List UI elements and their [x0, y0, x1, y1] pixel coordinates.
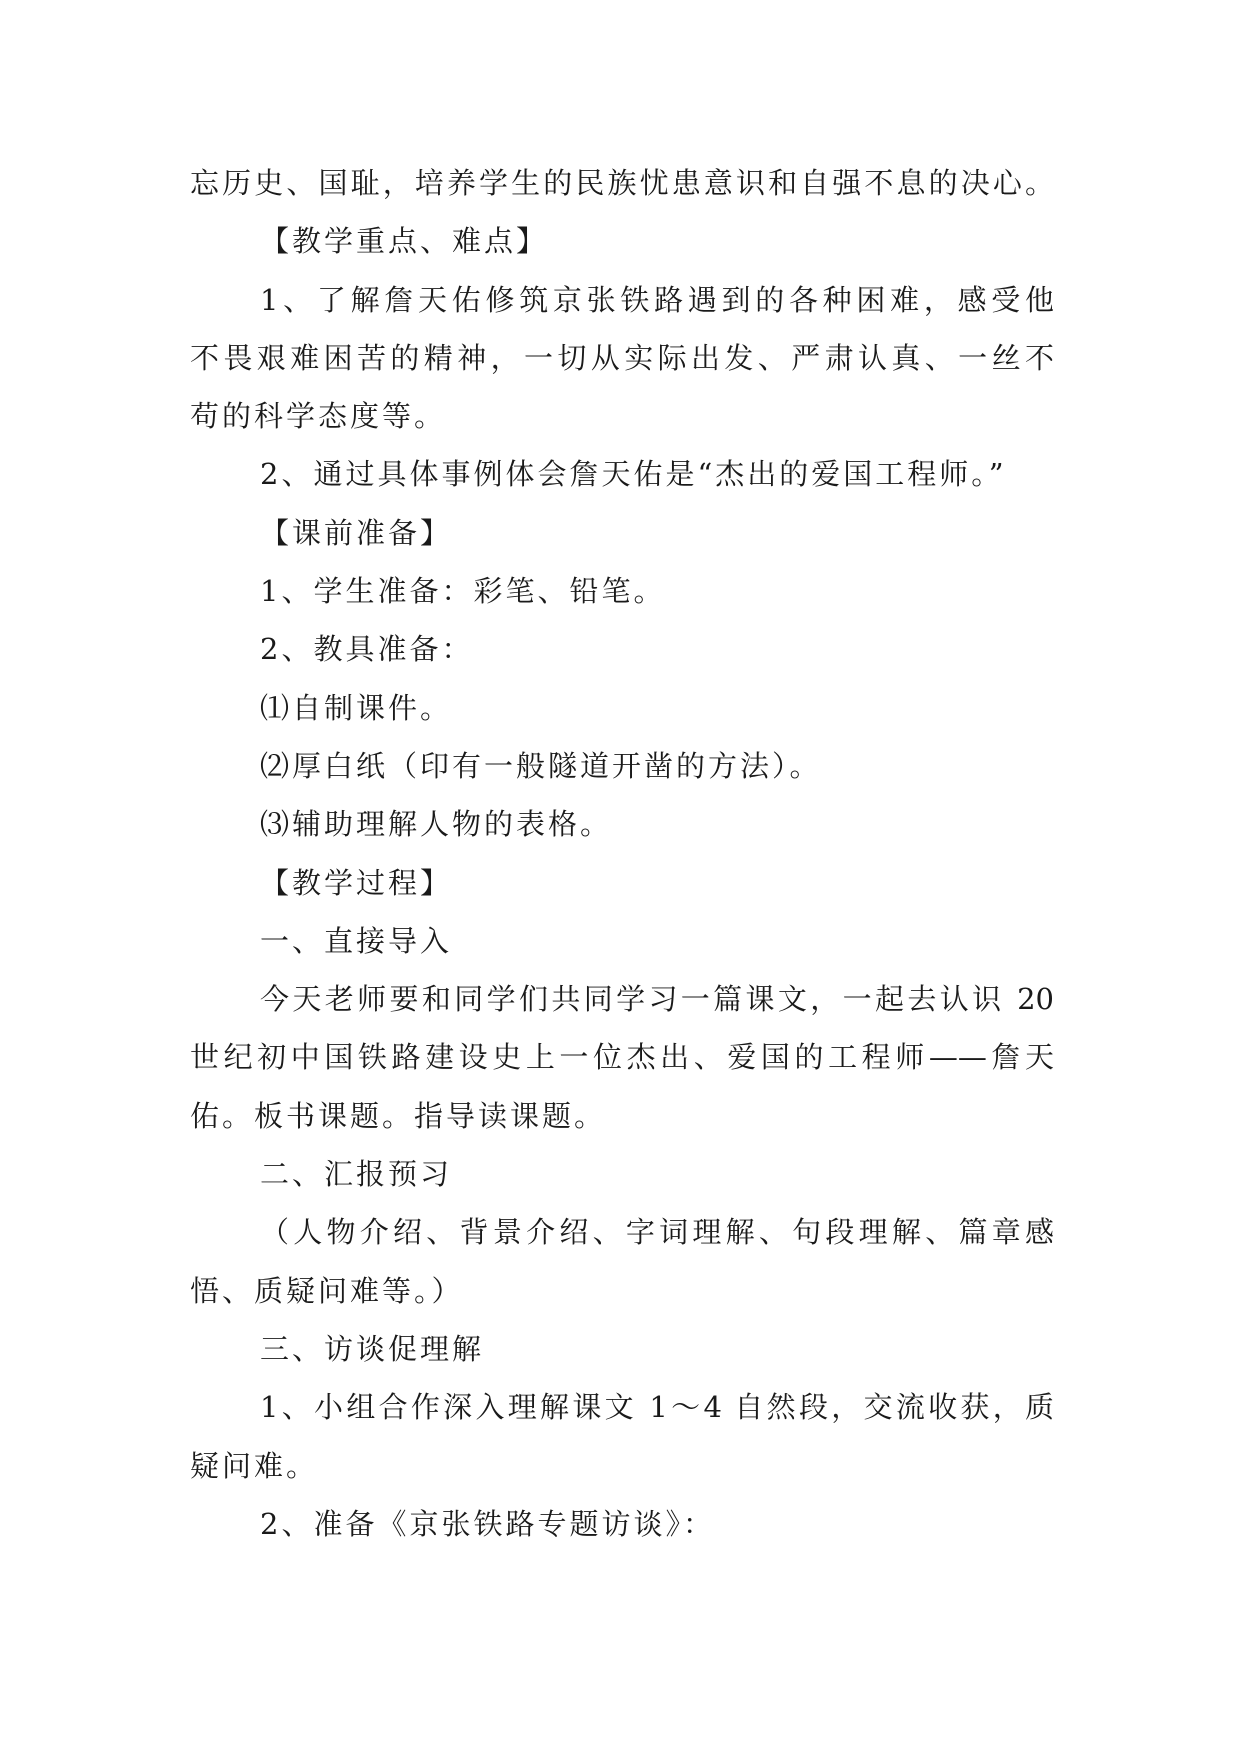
subsection-heading: 一、直接导入	[260, 923, 453, 958]
paragraph-line: （人物介绍、背景介绍、字词理解、句段理解、篇章感	[260, 1215, 1054, 1250]
list-item: ⑶辅助理解人物的表格。	[260, 807, 613, 842]
paragraph-line: 忘历史、国耻，培养学生的民族忧患意识和自强不息的决心。	[190, 166, 1054, 200]
paragraph-line: 1、了解詹天佑修筑京张铁路遇到的各种困难，感受他	[260, 282, 1054, 317]
subsection-heading: 三、访谈促理解	[260, 1331, 485, 1366]
section-heading-key-points: 【教学重点、难点】	[260, 224, 549, 259]
section-heading-process: 【教学过程】	[260, 865, 453, 900]
list-item: ⑵厚白纸（印有一般隧道开凿的方法）。	[260, 748, 822, 783]
paragraph-line: 2、通过具体事例体会詹天佑是“杰出的爱国工程师。”	[260, 457, 1007, 492]
paragraph-line: 1、小组合作深入理解课文 1～4 自然段，交流收获，质	[260, 1390, 1054, 1425]
list-item: ⑴自制课件。	[260, 690, 453, 725]
paragraph-line: 不畏艰难困苦的精神，一切从实际出发、严肃认真、一丝不	[190, 340, 1054, 375]
section-heading-preparation: 【课前准备】	[260, 515, 453, 550]
paragraph-line: 苟的科学态度等。	[190, 399, 447, 434]
paragraph-line: 悟、质疑问难等。）	[190, 1273, 464, 1308]
document-body	[190, 154, 1054, 1553]
paragraph-line: 2、准备《京张铁路专题访谈》：	[260, 1506, 715, 1541]
paragraph-line: 疑问难。	[190, 1448, 319, 1483]
paragraph-line: 佑。板书课题。指导读课题。	[190, 1098, 607, 1133]
paragraph-line: 今天老师要和同学们共同学习一篇课文，一起去认识 20	[260, 982, 1054, 1017]
list-item: 2、教具准备：	[260, 632, 474, 667]
paragraph-line: 世纪初中国铁路建设史上一位杰出、爱国的工程师——詹天	[190, 1040, 1054, 1075]
list-item: 1、学生准备：彩笔、铅笔。	[260, 574, 666, 609]
subsection-heading: 二、汇报预习	[260, 1157, 453, 1192]
